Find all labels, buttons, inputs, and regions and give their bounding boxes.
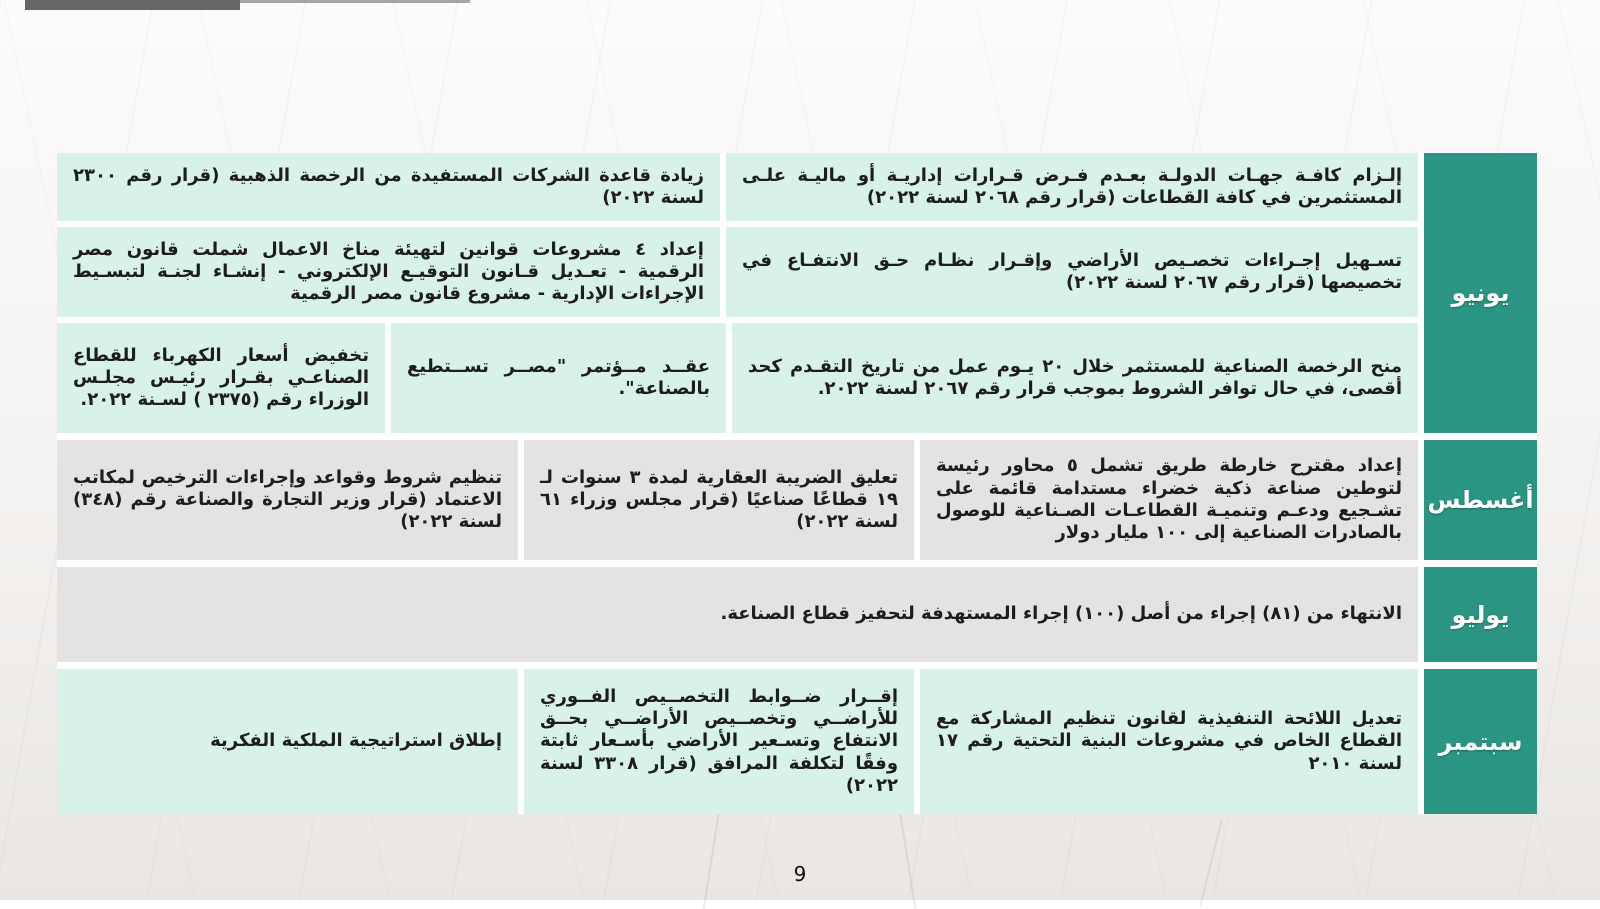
cell-text: إعداد ٤ مشروعات قوانين لتهيئة مناخ الاعمال شملت قانون مصر الرقمية - تعـديل قـانون التوقيـع الإلكتروني - إنشـاء لجنـة لتبسـيط الإجراءات الإدارية - مشروع قانون مصر الرقمية bbox=[73, 238, 704, 305]
cell-text: إلـزام كافـة جهـات الدولـة بعـدم فـرض قـرارات إداريـة أو ماليـة علـى المستثمرين في كافة القطاعات (قرار رقم ٢٠٦٨ لسنة ٢٠٢٢) bbox=[742, 164, 1402, 208]
timeline-cell bbox=[732, 323, 1418, 433]
timeline-cell bbox=[57, 669, 518, 814]
timeline-cell bbox=[391, 323, 726, 433]
section-september-rows bbox=[57, 669, 1418, 814]
section-july-rows bbox=[57, 567, 1418, 662]
month-label-july: يوليو bbox=[1424, 567, 1537, 662]
table-row bbox=[57, 227, 1418, 317]
table-row bbox=[57, 669, 1418, 814]
timeline-cell bbox=[920, 440, 1418, 560]
section-september bbox=[57, 669, 1537, 814]
floor-seam bbox=[1199, 819, 1223, 907]
timeline-cell bbox=[57, 227, 720, 317]
month-label-august: أغسطس bbox=[1424, 440, 1537, 560]
timeline-cell bbox=[524, 669, 914, 814]
timeline-cell bbox=[524, 440, 914, 560]
cell-text: إعداد مقترح خارطة طريق تشمل ٥ محاور رئيسة لتوطين صناعة ذكية خضراء مستدامة قائمة على تشـجيع ودعـم وتنميـة القطاعـات الصـناعية للوصول بالصادرات الصناعية إلى ١٠٠ مليار دولار bbox=[936, 455, 1402, 544]
timeline-cell bbox=[57, 567, 1418, 662]
cell-text: منح الرخصة الصناعية للمستثمر خلال ٢٠ يـوم عمل من تاريخ التقـدم كحد أقصى، في حال توافر الشروط بموجب قرار رقم ٢٠٦٧ لسنة ٢٠٢٢. bbox=[748, 355, 1403, 399]
cell-text: إطلاق استراتيجية الملكية الفكرية bbox=[210, 730, 502, 752]
timeline-cell bbox=[57, 440, 518, 560]
cell-text: زيادة قاعدة الشركات المستفيدة من الرخصة الذهبية (قرار رقم ٢٣٠٠ لسنة ٢٠٢٢) bbox=[73, 164, 704, 208]
timeline-cell bbox=[726, 227, 1418, 317]
cell-text: تعليق الضريبة العقارية لمدة ٣ سنوات لـ ١٩ قطاعًا صناعيًا (قرار مجلس وزراء ٦١ لسنة ٢٠٢٢) bbox=[540, 466, 898, 533]
table-row bbox=[57, 440, 1418, 560]
month-label-september: سبتمبر bbox=[1424, 669, 1537, 814]
section-august bbox=[57, 440, 1537, 560]
cell-text: عقــد مــؤتمر "مصــر تســتطيع بالصناعة". bbox=[407, 355, 710, 399]
timeline-cell bbox=[726, 153, 1418, 221]
cell-text: تخفيض أسعار الكهرباء للقطاع الصناعـي بقـرار رئيـس مجلـس الوزراء رقم (٢٣٧٥ ) لسـنة ٢٠٢٢. bbox=[73, 344, 369, 411]
section-august-rows bbox=[57, 440, 1418, 560]
top-left-decorative-bar bbox=[25, 0, 240, 10]
timeline-cell bbox=[920, 669, 1418, 814]
cell-text: تسـهيل إجـراءات تخصـيص الأراضي وإقـرار نظـام حـق الانتفـاع في تخصيصها (قرار رقم ٢٠٦٧ لسنة ٢٠٢٢) bbox=[742, 249, 1402, 293]
table-row bbox=[57, 153, 1418, 221]
section-june bbox=[57, 153, 1537, 433]
table-row bbox=[57, 567, 1418, 662]
timeline-table bbox=[57, 153, 1537, 814]
section-july bbox=[57, 567, 1537, 662]
top-edge-line bbox=[240, 0, 470, 3]
cell-text: الانتهاء من (٨١) إجراء من أصل (١٠٠) إجراء المستهدفة لتحفيز قطاع الصناعة. bbox=[720, 603, 1402, 625]
page-number: 9 bbox=[793, 862, 807, 886]
table-row bbox=[57, 323, 1418, 433]
timeline-cell bbox=[57, 153, 720, 221]
timeline-cell bbox=[57, 323, 385, 433]
cell-text: تعديل اللائحة التنفيذية لقانون تنظيم المشاركة مع القطاع الخاص في مشروعات البنية التحتية رقم ١٧ لسنة ٢٠١٠ bbox=[936, 708, 1402, 774]
month-label-june: يونيو bbox=[1424, 153, 1537, 433]
cell-text: تنظيم شروط وقواعد وإجراءات الترخيص لمكاتب الاعتماد (قرار وزير التجارة والصناعة رقم (٣٤٨) لسنة ٢٠٢٢) bbox=[73, 466, 502, 533]
section-june-rows bbox=[57, 153, 1418, 433]
cell-text: إقــرار ضــوابط التخصــيص الفــوري للأراضــي وتخصــيص الأراضــي بحــق الانتفاع وتسـعير الأراضي بأسـعار ثابتة وفقًا لتكلفة المرافق (قرار ٣٣٠٨ لسنة ٢٠٢٢) bbox=[540, 685, 899, 796]
